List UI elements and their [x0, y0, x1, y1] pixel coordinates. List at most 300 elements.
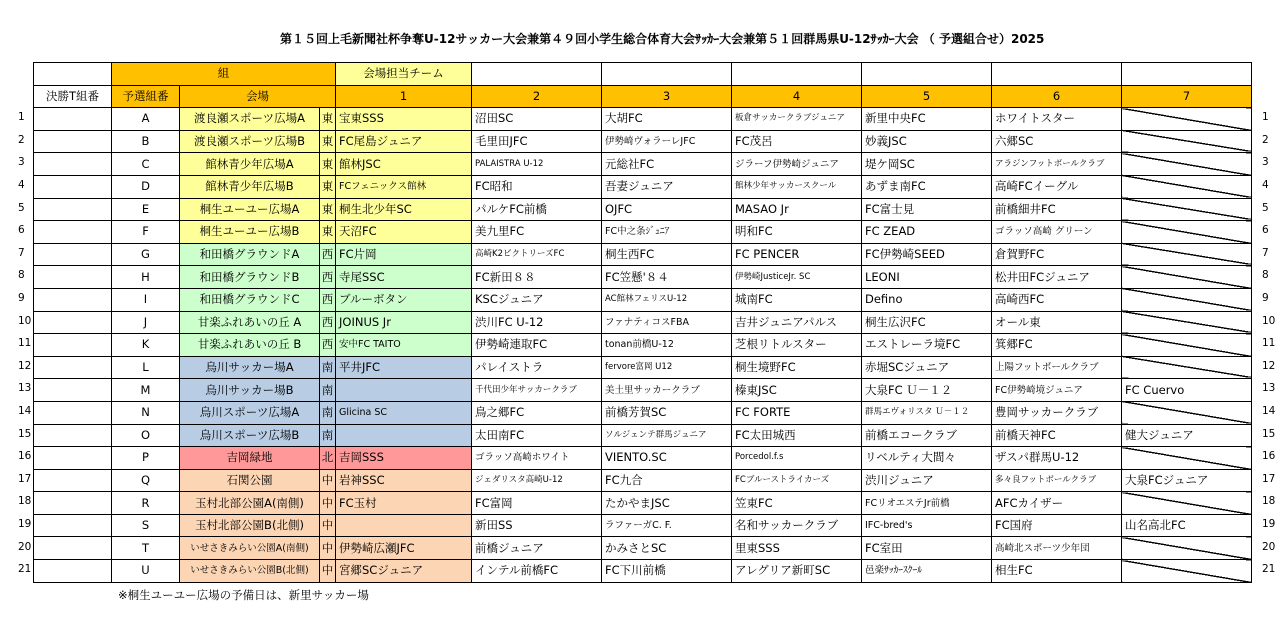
row-number: 21	[1262, 563, 1276, 576]
host-team-cell: 吉岡SSS	[336, 447, 472, 470]
final-group-header: 決勝T組番	[34, 85, 112, 108]
team-cell: FC昭和	[472, 175, 602, 198]
final-group-cell	[34, 153, 112, 176]
host-team-cell: Glicina SC	[336, 401, 472, 424]
team-cell: 六郷SC	[992, 130, 1122, 153]
team-cell: オール東	[992, 311, 1122, 334]
prelim-group-cell: S	[112, 514, 180, 537]
team-cell: 桐生境野FC	[732, 356, 862, 379]
team-cell: FC Cuervo	[1122, 379, 1252, 402]
team-cell: 高崎FCイーグル	[992, 175, 1122, 198]
team-cell: 新里中央FC	[862, 108, 992, 131]
team-cell: 豊岡サッカークラブ	[992, 401, 1122, 424]
team-cell: ジェダリスタ高崎U-12	[472, 469, 602, 492]
row-number: 17	[1262, 472, 1276, 485]
row-number: 7	[1262, 246, 1269, 259]
team-cell: 千代田少年サッカークラブ	[472, 379, 602, 402]
team-cell: FCブルーストライカーズ	[732, 469, 862, 492]
team-cell: 新田SS	[472, 514, 602, 537]
team-col-header: 6	[992, 85, 1122, 108]
team-cell: 太田南FC	[472, 424, 602, 447]
row-number: 3	[1262, 156, 1269, 169]
prelim-group-cell: L	[112, 356, 180, 379]
group-header: 組	[112, 63, 336, 86]
venue-cell: 渡良瀬スポーツ広場A	[180, 108, 320, 131]
venue-cell: 館林青少年広場A	[180, 153, 320, 176]
host-team-cell: ブルーボタン	[336, 288, 472, 311]
venue-cell: いせさきみらい公園B(北側)	[180, 560, 320, 583]
team-cell: IFC-bred's	[862, 514, 992, 537]
team-cell: 城南FC	[732, 288, 862, 311]
team-col-header: 7	[1122, 85, 1252, 108]
region-cell: 中	[320, 514, 336, 537]
team-cell: ゴラッソ高崎ホワイト	[472, 447, 602, 470]
final-group-cell	[34, 379, 112, 402]
table-row	[34, 334, 1252, 357]
final-group-cell	[34, 356, 112, 379]
empty-slot-cell	[1122, 130, 1252, 153]
prelim-group-cell: H	[112, 266, 180, 289]
team-cell: 前橋細井FC	[992, 198, 1122, 221]
prelim-group-cell: R	[112, 492, 180, 515]
team-cell: 大泉FC Ｕ－１２	[862, 379, 992, 402]
region-cell: 西	[320, 288, 336, 311]
team-cell: FC伊勢崎SEED	[862, 243, 992, 266]
empty-slot-cell	[1122, 108, 1252, 131]
team-cell: 前橋芳賀SC	[602, 401, 732, 424]
row-number: 2	[1262, 133, 1269, 146]
team-cell: Defino	[862, 288, 992, 311]
host-team-cell: 岩神SSC	[336, 469, 472, 492]
venue-cell: 烏川スポーツ広場A	[180, 401, 320, 424]
region-cell: 中	[320, 537, 336, 560]
region-cell: 南	[320, 379, 336, 402]
host-team-cell: FC尾島ジュニア	[336, 130, 472, 153]
row-number: 11	[1262, 337, 1276, 350]
row-number: 7	[18, 246, 25, 259]
row-number: 11	[18, 337, 32, 350]
prelim-group-cell: G	[112, 243, 180, 266]
final-group-cell	[34, 492, 112, 515]
region-cell: 東	[320, 153, 336, 176]
team-cell: ラファーガC. F.	[602, 514, 732, 537]
row-number: 1	[1262, 111, 1269, 124]
venue-cell: 渡良瀬スポーツ広場B	[180, 130, 320, 153]
team-cell: FC新田８８	[472, 266, 602, 289]
team-cell: 美九里FC	[472, 221, 602, 244]
table-row	[34, 243, 1252, 266]
team-cell: 館林少年サッカースクール	[732, 175, 862, 198]
final-group-cell	[34, 130, 112, 153]
row-number: 18	[18, 495, 32, 508]
final-group-cell	[34, 198, 112, 221]
row-number: 20	[1262, 540, 1276, 553]
venue-cell: 石関公園	[180, 469, 320, 492]
table-row	[34, 130, 1252, 153]
row-number: 5	[18, 201, 25, 214]
final-group-cell	[34, 401, 112, 424]
team-cell: VIENTO.SC	[602, 447, 732, 470]
team-cell: かみさとSC	[602, 537, 732, 560]
team-cell: 芝根リトルスター	[732, 334, 862, 357]
prelim-group-cell: U	[112, 560, 180, 583]
empty-slot-cell	[1122, 492, 1252, 515]
empty-slot-cell	[1122, 537, 1252, 560]
team-cell: FC富士見	[862, 198, 992, 221]
header-empty	[472, 63, 602, 86]
team-cell: FC国府	[992, 514, 1122, 537]
host-team-cell	[336, 514, 472, 537]
host-team-cell: FC玉村	[336, 492, 472, 515]
team-cell: 高崎北スポーツ少年団	[992, 537, 1122, 560]
empty-slot-cell	[1122, 153, 1252, 176]
team-cell: インテル前橋FC	[472, 560, 602, 583]
team-cell: 群馬エヴォリスタ Ｕ－１２	[862, 401, 992, 424]
row-number: 9	[1262, 292, 1269, 304]
header-empty	[992, 63, 1122, 86]
team-cell: 前橋天神FC	[992, 424, 1122, 447]
team-cell: ホワイトスター	[992, 108, 1122, 131]
host-team-cell: 天沼FC	[336, 221, 472, 244]
empty-slot-cell	[1122, 198, 1252, 221]
team-cell: 高崎K2ビクトリーズFC	[472, 243, 602, 266]
row-number: 2	[18, 133, 25, 146]
host-team-cell: FCフェニックス館林	[336, 175, 472, 198]
team-cell: 伊勢崎ヴォラーレJFC	[602, 130, 732, 153]
team-cell: 堤ケ岡SC	[862, 153, 992, 176]
row-number: 8	[1262, 269, 1269, 282]
row-number: 1	[18, 111, 25, 124]
region-cell: 北	[320, 447, 336, 470]
row-number: 12	[1262, 359, 1276, 372]
table-row	[34, 447, 1252, 470]
final-group-cell	[34, 266, 112, 289]
row-number: 5	[1262, 201, 1269, 214]
team-cell: FC中之条ｼﾞｭﾆｱ	[602, 221, 732, 244]
region-cell: 西	[320, 243, 336, 266]
empty-slot-cell	[1122, 311, 1252, 334]
footnote: ※桐生ユーユー広場の予備日は、新里サッカー場	[118, 588, 369, 602]
region-cell: 南	[320, 356, 336, 379]
team-cell: 沼田SC	[472, 108, 602, 131]
venue-cell: 館林青少年広場B	[180, 175, 320, 198]
final-group-cell	[34, 424, 112, 447]
host-team-cell: 平井JFC	[336, 356, 472, 379]
venue-header: 会場	[180, 85, 336, 108]
venue-cell: いせさきみらい公園A(南側)	[180, 537, 320, 560]
prelim-group-cell: P	[112, 447, 180, 470]
final-group-cell	[34, 469, 112, 492]
team-cell: 倉賀野FC	[992, 243, 1122, 266]
team-cell: ファナティコスFBA	[602, 311, 732, 334]
team-cell: 箕郷FC	[992, 334, 1122, 357]
page-title: 第１５回上毛新聞社杯争奪U-12サッカー大会兼第４９回小学生総合体育大会ｻｯｶｰ大会兼第５１回群馬県U-12ｻｯｶｰ大会 （ 予選組合せ）2025	[280, 32, 1045, 46]
region-cell: 東	[320, 221, 336, 244]
empty-slot-cell	[1122, 243, 1252, 266]
team-cell: エストレーラ境FC	[862, 334, 992, 357]
team-cell: 妙義JSC	[862, 130, 992, 153]
venue-cell: 烏川サッカー場A	[180, 356, 320, 379]
team-cell: 名和サッカークラブ	[732, 514, 862, 537]
team-cell: 毛里田JFC	[472, 130, 602, 153]
host-team-cell: FC片岡	[336, 243, 472, 266]
region-cell: 中	[320, 469, 336, 492]
table-row	[34, 175, 1252, 198]
host-team-cell	[336, 379, 472, 402]
host-team-cell: 伊勢崎広瀬JFC	[336, 537, 472, 560]
header-empty	[862, 63, 992, 86]
team-cell: AFCカイザー	[992, 492, 1122, 515]
venue-cell: 桐生ユーユー広場B	[180, 221, 320, 244]
host-team-cell: 寺尾SSC	[336, 266, 472, 289]
row-number: 19	[18, 518, 32, 530]
row-number: 13	[1262, 382, 1276, 395]
table-row	[34, 266, 1252, 289]
region-cell: 西	[320, 311, 336, 334]
region-cell: 東	[320, 130, 336, 153]
table-row	[34, 379, 1252, 402]
table-row	[34, 401, 1252, 424]
host-team-cell: 館林JSC	[336, 153, 472, 176]
row-number: 13	[18, 382, 32, 395]
team-cell: ソルジェンテ群馬ジュニア	[602, 424, 732, 447]
row-number: 10	[1262, 314, 1276, 327]
table-row	[34, 514, 1252, 537]
team-cell: 鳥之郷FC	[472, 401, 602, 424]
row-number: 3	[18, 156, 25, 169]
table-row	[34, 492, 1252, 515]
row-number: 20	[18, 540, 32, 553]
region-cell: 西	[320, 334, 336, 357]
team-col-header: 3	[602, 85, 732, 108]
team-cell: 伊勢崎連取FC	[472, 334, 602, 357]
final-group-cell	[34, 334, 112, 357]
team-cell: ゴラッソ高崎 グリーン	[992, 221, 1122, 244]
venue-cell: 桐生ユーユー広場A	[180, 198, 320, 221]
team-cell: 赤堀SCジュニア	[862, 356, 992, 379]
host-team-cell	[336, 424, 472, 447]
team-cell: ザスパ群馬U-12	[992, 447, 1122, 470]
team-cell: 吾妻ジュニア	[602, 175, 732, 198]
team-cell: 相生FC	[992, 560, 1122, 583]
host-team-header: 会場担当チーム	[336, 63, 472, 86]
prelim-group-cell: A	[112, 108, 180, 131]
final-group-cell	[34, 560, 112, 583]
host-team-cell: JOINUS Jr	[336, 311, 472, 334]
final-group-cell	[34, 288, 112, 311]
final-group-cell	[34, 175, 112, 198]
group-table	[33, 62, 1252, 583]
team-cell: ジラーフ伊勢崎ジュニア	[732, 153, 862, 176]
team-cell: PALAISTRA U-12	[472, 153, 602, 176]
prelim-group-cell: F	[112, 221, 180, 244]
region-cell: 中	[320, 560, 336, 583]
row-number: 16	[1262, 450, 1276, 463]
venue-cell: 和田橋グラウンドB	[180, 266, 320, 289]
team-cell: 里東SSS	[732, 537, 862, 560]
team-cell: tonan前橋U-12	[602, 334, 732, 357]
empty-slot-cell	[1122, 334, 1252, 357]
header-empty	[1122, 63, 1252, 86]
region-cell: 中	[320, 492, 336, 515]
venue-cell: 玉村北部公園B(北側)	[180, 514, 320, 537]
prelim-group-cell: E	[112, 198, 180, 221]
final-group-cell	[34, 221, 112, 244]
empty-slot-cell	[1122, 560, 1252, 583]
header-blank-cell	[34, 63, 112, 86]
table-row	[34, 311, 1252, 334]
team-cell: 吉井ジュニアパルス	[732, 311, 862, 334]
venue-cell: 吉岡緑地	[180, 447, 320, 470]
row-number: 10	[18, 314, 32, 327]
team-cell: FC太田城西	[732, 424, 862, 447]
region-cell: 南	[320, 424, 336, 447]
row-number: 18	[1262, 495, 1276, 508]
prelim-group-cell: Q	[112, 469, 180, 492]
team-col-header: 5	[862, 85, 992, 108]
final-group-cell	[34, 243, 112, 266]
team-cell: 前橋エコークラブ	[862, 424, 992, 447]
team-cell: 大泉FCジュニア	[1122, 469, 1252, 492]
table-row	[34, 108, 1252, 131]
team-cell: FC下川前橋	[602, 560, 732, 583]
row-number: 15	[18, 427, 32, 440]
team-cell: アレグリア新町SC	[732, 560, 862, 583]
team-cell: FC ZEAD	[862, 221, 992, 244]
team-cell: パレイストラ	[472, 356, 602, 379]
team-cell: 美土里サッカークラブ	[602, 379, 732, 402]
final-group-cell	[34, 108, 112, 131]
final-group-cell	[34, 447, 112, 470]
team-cell: 大胡FC	[602, 108, 732, 131]
row-number: 12	[18, 359, 32, 372]
row-number: 17	[18, 472, 32, 485]
team-cell: 邑楽ｻｯｶｰｽｸｰﾙ	[862, 560, 992, 583]
venue-cell: 玉村北部公園A(南側)	[180, 492, 320, 515]
team-cell: FCリオエステJr前橋	[862, 492, 992, 515]
prelim-group-cell: D	[112, 175, 180, 198]
table-row	[34, 560, 1252, 583]
table-row	[34, 469, 1252, 492]
team-cell: 渋川FC U-12	[472, 311, 602, 334]
row-number: 6	[1262, 224, 1269, 237]
host-team-cell: 宝東SSS	[336, 108, 472, 131]
team-cell: OJFC	[602, 198, 732, 221]
prelim-group-header: 予選組番	[112, 85, 180, 108]
team-col-header: 1	[336, 85, 472, 108]
team-cell: 明和FC	[732, 221, 862, 244]
team-col-header: 4	[732, 85, 862, 108]
region-cell: 東	[320, 108, 336, 131]
team-cell: 笠東FC	[732, 492, 862, 515]
prelim-group-cell: J	[112, 311, 180, 334]
team-cell: 健大ジュニア	[1122, 424, 1252, 447]
team-cell: FC FORTE	[732, 401, 862, 424]
team-cell: FC伊勢崎境ジュニア	[992, 379, 1122, 402]
team-cell: パルケFC前橋	[472, 198, 602, 221]
table-row	[34, 288, 1252, 311]
empty-slot-cell	[1122, 447, 1252, 470]
team-cell: 伊勢崎JusticeJr. SC	[732, 266, 862, 289]
row-number: 14	[1262, 405, 1276, 417]
team-cell: FC富岡	[472, 492, 602, 515]
host-team-cell: 宮郷SCジュニア	[336, 560, 472, 583]
team-cell: FC茂呂	[732, 130, 862, 153]
prelim-group-cell: C	[112, 153, 180, 176]
team-cell: KSCジュニア	[472, 288, 602, 311]
empty-slot-cell	[1122, 266, 1252, 289]
venue-cell: 烏川サッカー場B	[180, 379, 320, 402]
row-number: 21	[18, 563, 32, 576]
row-number: 16	[18, 450, 32, 463]
row-number: 4	[1262, 179, 1269, 191]
row-number: 6	[18, 224, 25, 237]
row-number: 14	[18, 405, 32, 417]
team-cell: LEONI	[862, 266, 992, 289]
prelim-group-cell: K	[112, 334, 180, 357]
venue-cell: 甘楽ふれあいの丘 B	[180, 334, 320, 357]
region-cell: 東	[320, 198, 336, 221]
prelim-group-cell: N	[112, 401, 180, 424]
prelim-group-cell: M	[112, 379, 180, 402]
row-number: 8	[18, 269, 25, 282]
host-team-cell: 桐生北少年SC	[336, 198, 472, 221]
venue-cell: 烏川スポーツ広場B	[180, 424, 320, 447]
team-cell: 桐生西FC	[602, 243, 732, 266]
venue-cell: 和田橋グラウンドA	[180, 243, 320, 266]
team-cell: 渋川ジュニア	[862, 469, 992, 492]
row-number: 15	[1262, 427, 1276, 440]
header-row-1	[34, 63, 1252, 86]
table-row	[34, 198, 1252, 221]
empty-slot-cell	[1122, 401, 1252, 424]
team-col-header: 2	[472, 85, 602, 108]
team-cell: リベルティ大間々	[862, 447, 992, 470]
empty-slot-cell	[1122, 356, 1252, 379]
prelim-group-cell: B	[112, 130, 180, 153]
row-number: 4	[18, 179, 25, 191]
final-group-cell	[34, 537, 112, 560]
table-row	[34, 537, 1252, 560]
host-team-cell: 安中FC TAITO	[336, 334, 472, 357]
team-cell: Porcedol.f.s	[732, 447, 862, 470]
region-cell: 南	[320, 401, 336, 424]
table-row	[34, 424, 1252, 447]
team-cell: FC PENCER	[732, 243, 862, 266]
team-cell: 桐生広沢FC	[862, 311, 992, 334]
empty-slot-cell	[1122, 221, 1252, 244]
team-cell: たかやまJSC	[602, 492, 732, 515]
team-cell: 山名高北FC	[1122, 514, 1252, 537]
region-cell: 東	[320, 175, 336, 198]
team-cell: アラジンフットボールクラブ	[992, 153, 1122, 176]
team-cell: FC笠懸'８４	[602, 266, 732, 289]
region-cell: 西	[320, 266, 336, 289]
prelim-group-cell: I	[112, 288, 180, 311]
header-row-2	[34, 85, 1252, 108]
prelim-group-cell: T	[112, 537, 180, 560]
team-cell: 前橋ジュニア	[472, 537, 602, 560]
venue-cell: 和田橋グラウンドC	[180, 288, 320, 311]
prelim-group-cell: O	[112, 424, 180, 447]
team-cell: 榛東JSC	[732, 379, 862, 402]
row-number: 9	[18, 292, 25, 304]
table-row	[34, 356, 1252, 379]
empty-slot-cell	[1122, 175, 1252, 198]
header-empty	[732, 63, 862, 86]
header-empty	[602, 63, 732, 86]
team-cell: FC室田	[862, 537, 992, 560]
